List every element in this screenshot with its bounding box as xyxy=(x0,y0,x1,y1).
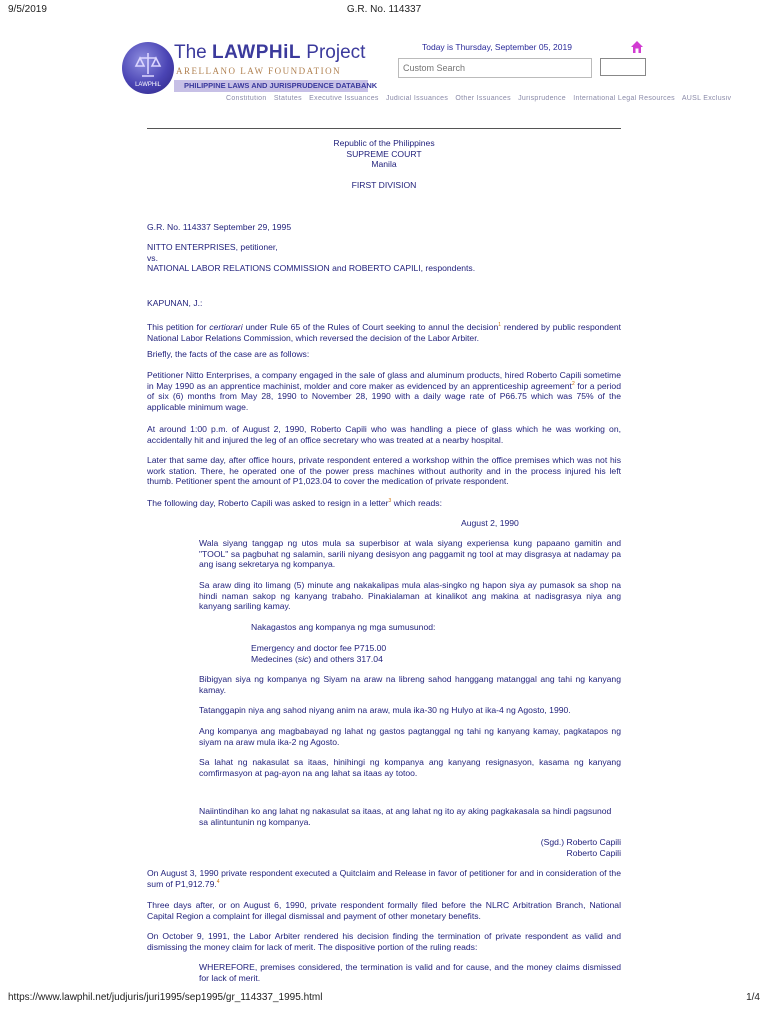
print-header xyxy=(0,4,768,18)
nav-item-judicial[interactable]: Judicial Issuances xyxy=(385,95,449,102)
paragraph-6: The following day, Roberto Capili was asked to resign in a letter$^3$ which reads: xyxy=(147,498,442,508)
search-button[interactable] xyxy=(600,58,646,76)
paragraph-5: Later that same day, after office hours, private respondent entered a workshop within the office premises which was not his work station. There, he operated one of the power press machines without authority and in the process injured his left thumb. Petitioner spent the amount of P1,023.04 to cover the medication of private respondent. xyxy=(147,455,621,486)
print-date: 9/5/2019 xyxy=(8,4,47,15)
paragraph-9: On October 9, 1991, the Labor Arbiter rendered his decision finding the termination of private respondent as valid and dismissing the money claim for lack of merit. The dispositive portion of the ruling reads: xyxy=(147,931,621,952)
nav-item-jurisprudence[interactable]: Jurisprudence xyxy=(518,95,566,102)
site-subtitle: ARELLANO LAW FOUNDATION xyxy=(176,66,342,76)
nav-item-statutes[interactable]: Statutes xyxy=(273,95,302,102)
home-icon[interactable] xyxy=(630,40,644,54)
search-input[interactable] xyxy=(398,58,592,78)
division: FIRST DIVISION xyxy=(351,180,417,190)
court-heading: Republic of the Philippines SUPREME COURT Manila xyxy=(333,138,435,169)
paragraph-2: Briefly, the facts of the case are as follows: xyxy=(147,349,310,359)
paragraph-8: Three days after, or on August 6, 1990, private respondent formally filed before the NLRC Arbitration Branch, National Capital Region a complaint for illegal dismissal and payment of other monetary benefits. xyxy=(147,900,621,921)
signature: (Sgd.) Roberto Capili Roberto Capili xyxy=(540,837,621,858)
letter-acknowledgment: Naiintindihan ko ang lahat ng nakasulat sa itaas, at ang lahat ng ito ay aking pagkakasala sa hindi pagsunod sa alintuntunin ng kompanya. xyxy=(199,806,612,827)
letter-paragraph: Sa araw ding ito limang (5) minute ang nakakalipas mula alas-singko ng hapon siya ay pumasok sa shop na hindi naman sakop ng kanyang trabaho. Pinakialaman at kinalikot ang makina at nadisgrasya niya ang kanyang sariling kamay. xyxy=(199,580,621,611)
case-number: G.R. No. 114337 September 29, 1995 xyxy=(147,222,292,232)
letter-paragraph: Bibigyan siya ng kompanya ng Siyam na araw na libreng sahod hanggang matanggal ang tahi ng kanyang kamay. xyxy=(199,674,621,695)
paragraph-4: At around 1:00 p.m. of August 2, 1990, Roberto Capili who was handling a piece of glass which he was working on, accidentally hit and injured the leg of an office secretary who was treated at a nearby hospital. xyxy=(147,424,621,445)
paragraph-7: On August 3, 1990 private respondent executed a Quitclaim and Release in favor of petitioner for and in consideration of the sum of P1,912.79.$^4$ xyxy=(147,868,621,889)
letter-paragraph: Ang kompanya ang magbabayad ng lahat ng gastos pagtanggal ng tahi ng kanyang kamay, pagkatapos ng siyam na araw mula ika-2 ng Agosto. xyxy=(199,726,621,747)
case-title: NITTO ENTERPRISES, petitioner, vs. NATIONAL LABOR RELATIONS COMMISSION and ROBERTO CAPILI, respondents. xyxy=(147,242,476,273)
page-number: 1/4 xyxy=(746,992,760,1003)
top-nav xyxy=(226,95,762,102)
divider xyxy=(147,128,621,129)
footnote-link[interactable]: 3 xyxy=(388,498,392,505)
site-tagline: PHILIPPINE LAWS AND JURISPRUDENCE DATABANK xyxy=(174,80,368,92)
footnote-link[interactable]: 4 xyxy=(216,878,220,885)
letter-paragraph: Wala siyang tanggap ng utos mula sa superbisor at wala siyang experiensa kung papaano gamitin and "TOOL" sa pagbuhat ng salamin, sarili niyang desisyon ang paggamit ng tool at may disgrasya at nadamay pa ang isang sekretarya ng kompanya. xyxy=(199,538,621,569)
print-footer xyxy=(0,992,768,1006)
dispositive-quote: WHEREFORE, premises considered, the termination is valid and for cause, and the money claims dismissed for lack of merit. xyxy=(199,962,621,983)
nav-item-ausl[interactable]: AUSL Exclusiv xyxy=(681,95,732,102)
ponente: KAPUNAN, J.: xyxy=(147,298,203,308)
letter-date: August 2, 1990 xyxy=(461,518,519,528)
nav-item-constitution[interactable]: Constitution xyxy=(226,95,267,102)
letter-expenses-intro: Nakagastos ang kompanya ng mga sumusunod: xyxy=(251,622,436,632)
footnote-link[interactable]: 2 xyxy=(571,380,575,387)
site-logo[interactable] xyxy=(122,38,378,94)
today-date: Today is Thursday, September 05, 2019 xyxy=(422,42,572,52)
paragraph-1: This petition for certiorari under Rule 65 of the Rules of Court seeking to annul the decision$^1$ rendered by public respondent National Labor Relations Commission, which reversed the decision of the Labor Arbiter. xyxy=(147,322,622,343)
footnote-link[interactable]: 1 xyxy=(498,322,502,329)
logo-small-text: LAWPHiL xyxy=(135,82,161,88)
page-url: https://www.lawphil.net/judjuris/juri1995/sep1995/gr_114337_1995.html xyxy=(8,992,323,1003)
print-title: G.R. No. 114337 xyxy=(346,4,422,15)
letter-paragraph: Tatanggapin niya ang sahod niyang anim na araw, mula ika-30 ng Hulyo at ika-4 ng Agosto, 1990. xyxy=(199,705,571,715)
nav-item-other[interactable]: Other Issuances xyxy=(455,95,511,102)
letter-paragraph: Sa lahat ng nakasulat sa itaas, hinihingi ng kompanya ang kanyang resignasyon, kasama ng kanyang comfirmasyon at pag-ayon na ang lahat sa itaas ay totoo. xyxy=(199,757,621,778)
site-title: The LAWPHiL Project xyxy=(174,42,366,63)
letter-expenses: Emergency and doctor fee P715.00 Medecines (sic) and others 317.04 xyxy=(251,643,387,664)
paragraph-3: Petitioner Nitto Enterprises, a company engaged in the sale of glass and aluminum products, hired Roberto Capili sometime in May 1990 as an apprentice machinist, molder and core maker as evidenced by an apprenticeship agreement$^2$ for a period of six (6) months from May 28, 1990 to November 28, 1990 with a daily wage rate of P66.75 which was 75% of the applicable minimum wage. xyxy=(147,370,621,412)
nav-item-international[interactable]: International Legal Resources xyxy=(573,95,675,102)
nav-item-executive[interactable]: Executive Issuances xyxy=(309,95,379,102)
